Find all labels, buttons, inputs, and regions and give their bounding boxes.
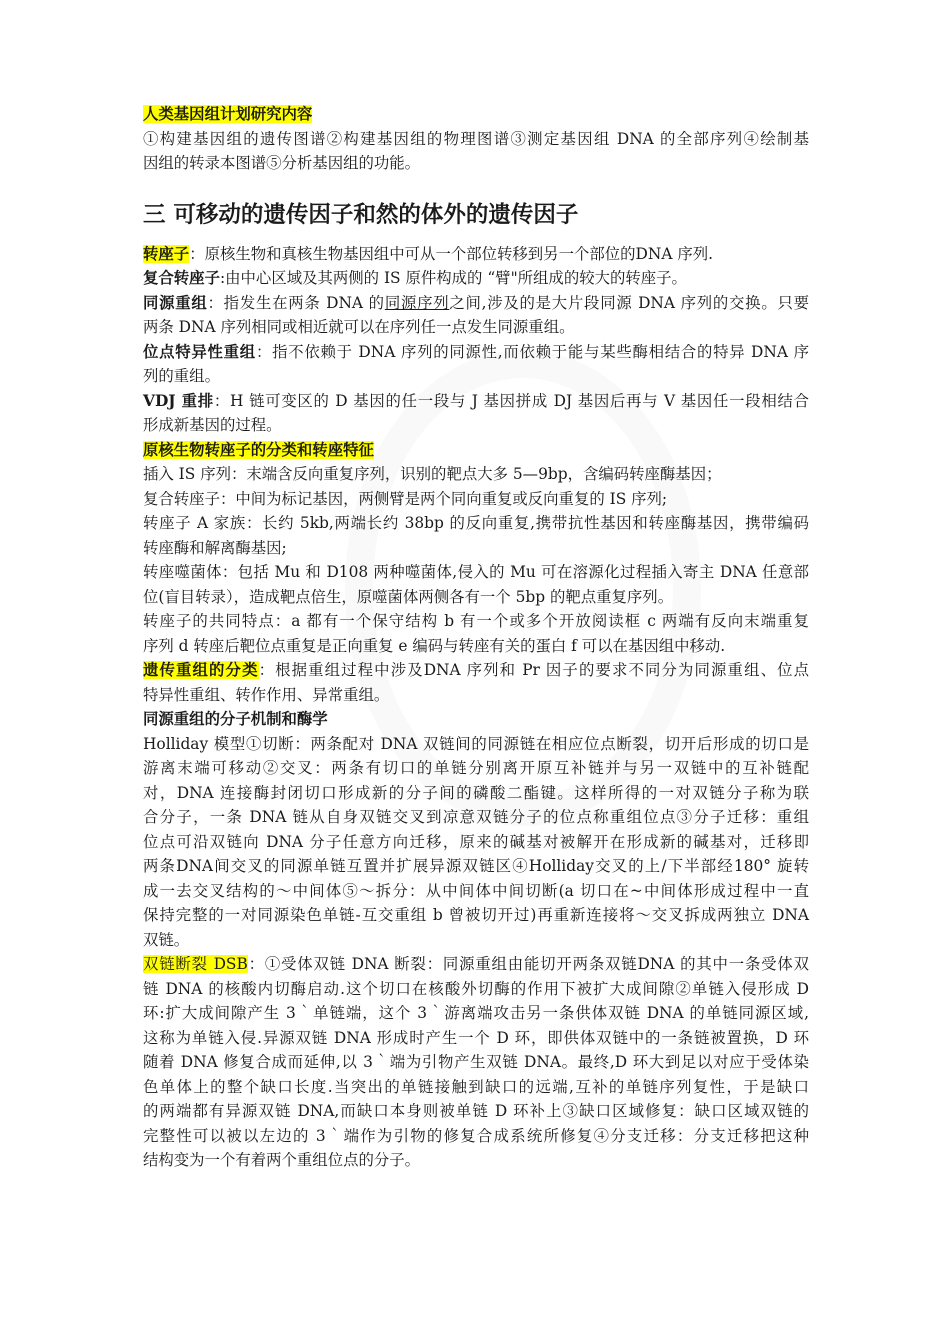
text-line: 两条DNA间交叉的同源单链互置并扩展异源双链区④Holliday交叉的上/下半部经180° 旋转	[143, 857, 809, 875]
text-line: 完整性可以被以左边的 3｀端作为引物的修复合成系统所修复④分支迁移：分支迁移把这种	[143, 1126, 809, 1145]
highlighted-heading: 原核生物转座子的分类和转座特征	[143, 440, 374, 459]
text-line: ①构建基因组的遗传图谱②构建基因组的物理图谱③测定基因组 DNA 的全部序列④绘制基	[143, 129, 809, 148]
highlighted-term: 双链断裂 DSB	[143, 955, 248, 973]
term: 复合转座子	[143, 269, 220, 287]
text-line: 插入 IS 序列：末端含反向重复序列，识别的靶点大多 5—9bp，含编码转座酶基因；	[143, 465, 722, 483]
definition-text: ：①受体双链 DNA 断裂：同源重组由能切开两条双链DNA 的其中一条受体双	[247, 955, 809, 973]
text-line: 这称为单链入侵.异源双链 DNA 形成时产生一个 D 环，即供体双链中的一条链被置换，D 环	[143, 1028, 809, 1047]
dsb-paragraph-start	[143, 952, 809, 977]
definition-vdj	[143, 389, 809, 414]
definition-text: :由中心区域及其两侧的 IS 原件构成的 “臂"所组成的较大的转座子。	[219, 269, 687, 287]
definition-text: ：根据重组过程中涉及DNA 序列和 Pr 因子的要求不同分为同源重组、位点	[258, 661, 809, 679]
text-line: 转座子的共同特点：a 都有一个保守结构 b 有一个或多个开放阅读框 c 两端有反向末端重复	[143, 612, 809, 630]
chapter-title: 三 可移动的遗传因子和然的体外的遗传因子	[143, 201, 579, 228]
definition-text: ：H 链可变区的 D 基因的任一段与 J 基因拼成 DJ 基因后再与 V 基因任一段相结合	[213, 391, 809, 410]
highlighted-heading: 人类基因组计划研究内容	[143, 105, 313, 123]
text-line: 游离末端可移动②交叉：两条有切口的单链分别离开原互补链并与另一双链中的互补链配	[143, 759, 809, 777]
text-line: 合分子，一条 DNA 链从自身双链交叉到凉意双链分子的位点称重组位点③分子迁移：重组	[143, 808, 809, 826]
definition-composite-transposon	[143, 266, 809, 291]
text-line: 特异性重组、转作作用、异常重组。	[143, 685, 390, 704]
text-line: 色单体上的整个缺口长度.当突出的单链接触到缺口的远端,互补的单链序列复性，于是缺口	[143, 1077, 809, 1096]
section-heading-hgp	[143, 102, 809, 127]
highlighted-term: 遗传重组的分类	[143, 661, 259, 679]
text-line: 列的重组。	[143, 367, 220, 385]
text-line: 转座酶和解离酶基因;	[143, 538, 287, 557]
term: 转座子	[143, 244, 190, 263]
text-line: 因组的转录本图谱⑤分析基因组的功能。	[143, 154, 421, 172]
text-line: 两条 DNA 序列相同或相近就可以在序列任一点发生同源重组。	[143, 318, 575, 336]
text-line: 转座噬菌体：包括 Mu 和 D108 两种噬菌体,侵入的 Mu 可在溶源化过程插入寄主 DNA 任意部	[143, 563, 809, 581]
text-line: 位(盲目转录），造成靶点倍生，原噬菌体两侧各有一个 5bp 的靶点重复序列。	[143, 587, 674, 606]
definition-homologous-recombination	[143, 291, 809, 316]
definition-text: ：原核生物和真核生物基因组中可从一个部位转移到另一个部位的DNA 序列.	[189, 244, 714, 263]
text-line: 形成新基因的过程。	[143, 416, 282, 434]
underlined-text: 同源序列	[384, 293, 450, 312]
text-line: 环:扩大成间隙产生 3｀单链端，这个 3｀游离端攻击另一条供体双链 DNA 的单链同源区域,	[143, 1004, 809, 1022]
text-line: 位点可沿双链向 DNA 分子任意方向迁移，原来的碱基对被解开在形成新的碱基对，迁移即	[143, 832, 809, 851]
document-page	[143, 100, 809, 1173]
definition-text: 之间,涉及的是大片段同源 DNA 序列的交换。只要	[449, 293, 809, 312]
text-line: 复合转座子：中间为标记基因，两侧臂是两个同向重复或反向重复的 IS 序列;	[143, 489, 668, 508]
text-line: 结构变为一个有着两个重组位点的分子。	[143, 1151, 421, 1169]
text-line: 链 DNA 的核酸内切酶启动.这个切口在核酸外切酶的作用下被扩大成间隙②单链入侵形成 D	[143, 979, 809, 998]
definition-text: ：指发生在两条 DNA 的	[207, 293, 385, 312]
term: VDJ 重排	[143, 391, 214, 410]
definition-text: ：指不依赖于 DNA 序列的同源性,而依赖于能与某些酶相结合的特异 DNA 序	[255, 342, 809, 361]
text-line: 成一去交叉结构的～中间体⑤～拆分：从中间体中间切断(a 切口在~中间体形成过程中一直	[143, 881, 809, 900]
section-heading-mechanism: 同源重组的分子机制和酶学	[143, 710, 328, 728]
text-line: 双链。	[143, 930, 190, 949]
term: 同源重组	[143, 293, 208, 312]
text-line: 序列 d 转座后靶位点重复是正向重复 e 编码与转座有关的蛋白 f 可以在基因组中移动.	[143, 636, 726, 655]
text-line: 保持完整的一对同源染色单链-互交重组 b 曾被切开过)再重新连接将～交叉拆成两独立 DNA	[143, 906, 809, 924]
text-line: Holliday 模型①切断：两条配对 DNA 双链间的同源链在相应位点断裂，切开后形成的切口是	[143, 734, 809, 753]
section-heading-transposon-classes	[143, 438, 809, 463]
definition-site-specific	[143, 340, 809, 365]
text-line: 对，DNA 连接酶封闭切口形成新的分子间的磷酸二酯键。这样所得的一对双链分子称为联	[143, 783, 809, 802]
text-line: 的两端都有异源双链 DNA,而缺口本身则被单链 D 环补上③缺口区域修复：缺口区域双链的	[143, 1102, 809, 1120]
text-line: 随着 DNA 修复合成而延伸,以 3｀端为引物产生双链 DNA。最终,D 环大到足以对应于受体染	[143, 1053, 809, 1071]
recombination-classification	[143, 658, 809, 683]
term: 位点特异性重组	[143, 342, 256, 361]
text-line: 转座子 A 家族：长约 5kb,两端长约 38bp 的反向重复,携带抗性基因和转座酶基因，携带编码	[143, 514, 809, 532]
definition-transposon	[143, 242, 809, 267]
